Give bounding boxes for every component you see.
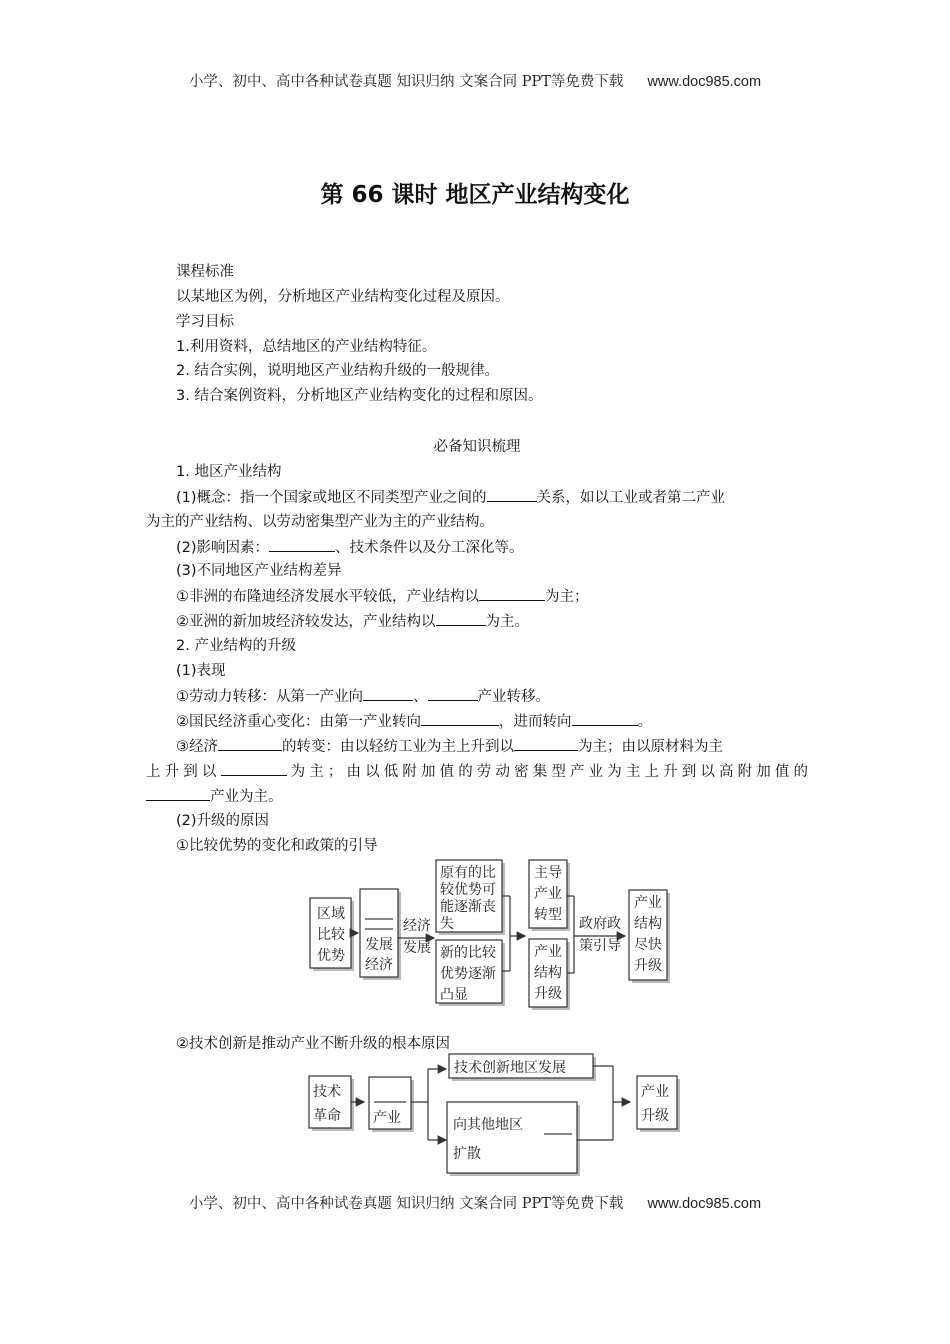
header-text: 小学、初中、高中各种试卷真题 知识归纳 文案合同 PPT等免费下载 bbox=[188, 74, 624, 90]
diagram-text: 原有的比 bbox=[440, 865, 496, 881]
diagram-text: 新的比较 bbox=[440, 945, 496, 961]
s1-africa-a: ①非洲的布隆迪经济发展水平较低，产业结构以 bbox=[176, 589, 479, 605]
header-url[interactable]: www.doc985.com bbox=[647, 74, 762, 90]
diagram-text: 比较 bbox=[317, 927, 345, 943]
s2-econ-b: ，进而转向 bbox=[499, 714, 572, 730]
goal-2: 2. 结合实例，说明地区产业结构升级的一般规律。 bbox=[176, 363, 499, 379]
s2-change-line-1 bbox=[146, 736, 808, 757]
diagram-text: 转型 bbox=[534, 907, 562, 923]
s2-econ-a: ②国民经济重心变化：由第一产业转向 bbox=[176, 714, 421, 730]
diagram-text: 结构 bbox=[634, 916, 662, 932]
diagram-text: 技术 bbox=[313, 1084, 341, 1100]
s1-diff: (3)不同地区产业结构差异 bbox=[176, 563, 342, 579]
diagram-text: 革命 bbox=[313, 1108, 341, 1124]
s2-labor-b: 、 bbox=[413, 689, 428, 705]
standard-heading: 课程标准 bbox=[176, 264, 234, 280]
s1-concept-c: 为主的产业结构、以劳动密集型产业为主的产业结构。 bbox=[146, 514, 494, 530]
diagram-text: 较优势可 bbox=[440, 882, 496, 898]
page-header bbox=[0, 70, 950, 91]
diagram-text: 升级 bbox=[641, 1108, 669, 1124]
s2-change-c: 为主；由以原材料为主 bbox=[578, 739, 723, 755]
footer-text: 小学、初中、高中各种试卷真题 知识归纳 文案合同 PPT等免费下载 bbox=[188, 1196, 624, 1212]
blank-field[interactable] bbox=[572, 711, 638, 726]
s2-show: (1)表现 bbox=[176, 663, 226, 679]
s2-heading: 2. 产业结构的升级 bbox=[176, 638, 296, 654]
blank-field[interactable] bbox=[436, 611, 486, 626]
s1-africa-b: 为主； bbox=[545, 589, 589, 605]
blank-field[interactable] bbox=[269, 537, 335, 552]
s1-heading: 1. 地区产业结构 bbox=[176, 464, 282, 480]
s1-asia-line bbox=[146, 611, 808, 632]
technology-innovation-diagram bbox=[300, 1052, 685, 1178]
diagram-text: 升级 bbox=[634, 958, 662, 974]
diagram-text: 经济 bbox=[365, 957, 393, 973]
diagram-text: 凸显 bbox=[440, 987, 468, 1003]
s2-labor-line bbox=[146, 686, 808, 707]
s1-concept-b: 关系，如以工业或者第二产业 bbox=[536, 490, 726, 506]
diagram-text: 优势逐渐 bbox=[440, 966, 496, 982]
s2-change-d: 上升到以 bbox=[146, 764, 221, 780]
diagram-text: 向其他地区 bbox=[453, 1117, 523, 1133]
diagram-text: 产业 bbox=[634, 895, 662, 911]
blank-field[interactable] bbox=[363, 686, 413, 701]
standard-text: 以某地区为例，分析地区产业结构变化过程及原因。 bbox=[176, 289, 510, 305]
diagram-text: 升级 bbox=[534, 986, 562, 1002]
diagram-box-diffusion bbox=[447, 1102, 577, 1173]
s1-asia-a: ②亚洲的新加坡经济较发达，产业结构以 bbox=[176, 614, 436, 630]
s2-change-a: ③经济 bbox=[176, 739, 218, 755]
blank-field[interactable] bbox=[487, 487, 537, 502]
diagram-text: 主导 bbox=[534, 865, 562, 881]
s2-reason: (2)升级的原因 bbox=[176, 813, 270, 829]
s1-concept-line bbox=[146, 487, 808, 508]
blank-field[interactable] bbox=[421, 711, 499, 726]
diagram-text: 失 bbox=[440, 916, 454, 932]
diagram-text: 尽快 bbox=[634, 937, 662, 953]
diagram-text: 优势 bbox=[317, 948, 345, 964]
diagram-text: 结构 bbox=[534, 965, 562, 981]
diagram-text: 产业 bbox=[534, 886, 562, 902]
goal-heading: 学习目标 bbox=[176, 314, 234, 330]
s2-econ-line bbox=[146, 711, 808, 732]
blank-field[interactable] bbox=[428, 686, 478, 701]
s2-change-line-3 bbox=[146, 786, 808, 807]
blank-field[interactable] bbox=[479, 586, 545, 601]
diagram-text: 区域 bbox=[317, 906, 345, 922]
s1-factor-a: (2)影响因素： bbox=[176, 540, 270, 556]
blank-field[interactable] bbox=[218, 736, 282, 751]
diagram-text: 策引导 bbox=[579, 938, 621, 954]
s1-factor-b: 、技术条件以及分工深化等。 bbox=[335, 540, 524, 556]
diagram-text: 能逐渐丧 bbox=[440, 899, 496, 915]
footer-url[interactable]: www.doc985.com bbox=[647, 1196, 762, 1212]
page-footer bbox=[0, 1192, 950, 1213]
section-heading: 必备知识梳理 bbox=[433, 439, 521, 455]
comparative-advantage-diagram bbox=[300, 856, 680, 1012]
diagram-text: 经济 bbox=[403, 918, 431, 934]
s2-labor-c: 产业转移。 bbox=[477, 689, 550, 705]
diagram-text: 产业 bbox=[641, 1084, 669, 1100]
diagram-text: 发展 bbox=[403, 940, 431, 956]
diagram-text: 发展 bbox=[365, 937, 393, 953]
s1-concept-a: (1)概念：指一个国家或地区不同类型产业之间的 bbox=[176, 490, 487, 506]
diagram-text: 扩散 bbox=[453, 1146, 481, 1162]
s2-change-line-2 bbox=[146, 761, 808, 782]
blank-field[interactable] bbox=[221, 761, 287, 776]
goal-1: 1.利用资料，总结地区的产业结构特征。 bbox=[176, 339, 437, 355]
s2-reason2: ②技术创新是推动产业不断升级的根本原因 bbox=[176, 1036, 450, 1052]
blank-field[interactable] bbox=[146, 786, 210, 801]
diagram-text: 产业 bbox=[373, 1110, 401, 1126]
diagram-text: 技术创新地区发展 bbox=[454, 1060, 566, 1076]
s2-reason1: ①比较优势的变化和政策的引导 bbox=[176, 838, 378, 854]
page-title: 第 66 课时 地区产业结构变化 bbox=[320, 182, 630, 208]
s1-factor-line bbox=[146, 537, 808, 558]
s2-change-b: 的转变：由以轻纺工业为主上升到以 bbox=[282, 739, 514, 755]
s1-africa-line bbox=[146, 586, 808, 607]
s2-labor-a: ①劳动力转移：从第一产业向 bbox=[176, 689, 363, 705]
s2-change-e: 为主；由以低附加值的劳动密集型产业为主上升到以高附加值的 bbox=[286, 764, 808, 780]
diagram-text: 政府政 bbox=[579, 916, 621, 932]
diagram-text: 产业 bbox=[534, 944, 562, 960]
goal-3: 3. 结合案例资料，分析地区产业结构变化的过程和原因。 bbox=[176, 388, 543, 404]
s1-asia-b: 为主。 bbox=[485, 614, 529, 630]
s2-change-f: 产业为主。 bbox=[210, 789, 283, 805]
s2-econ-c: 。 bbox=[637, 714, 652, 730]
blank-field[interactable] bbox=[514, 736, 578, 751]
